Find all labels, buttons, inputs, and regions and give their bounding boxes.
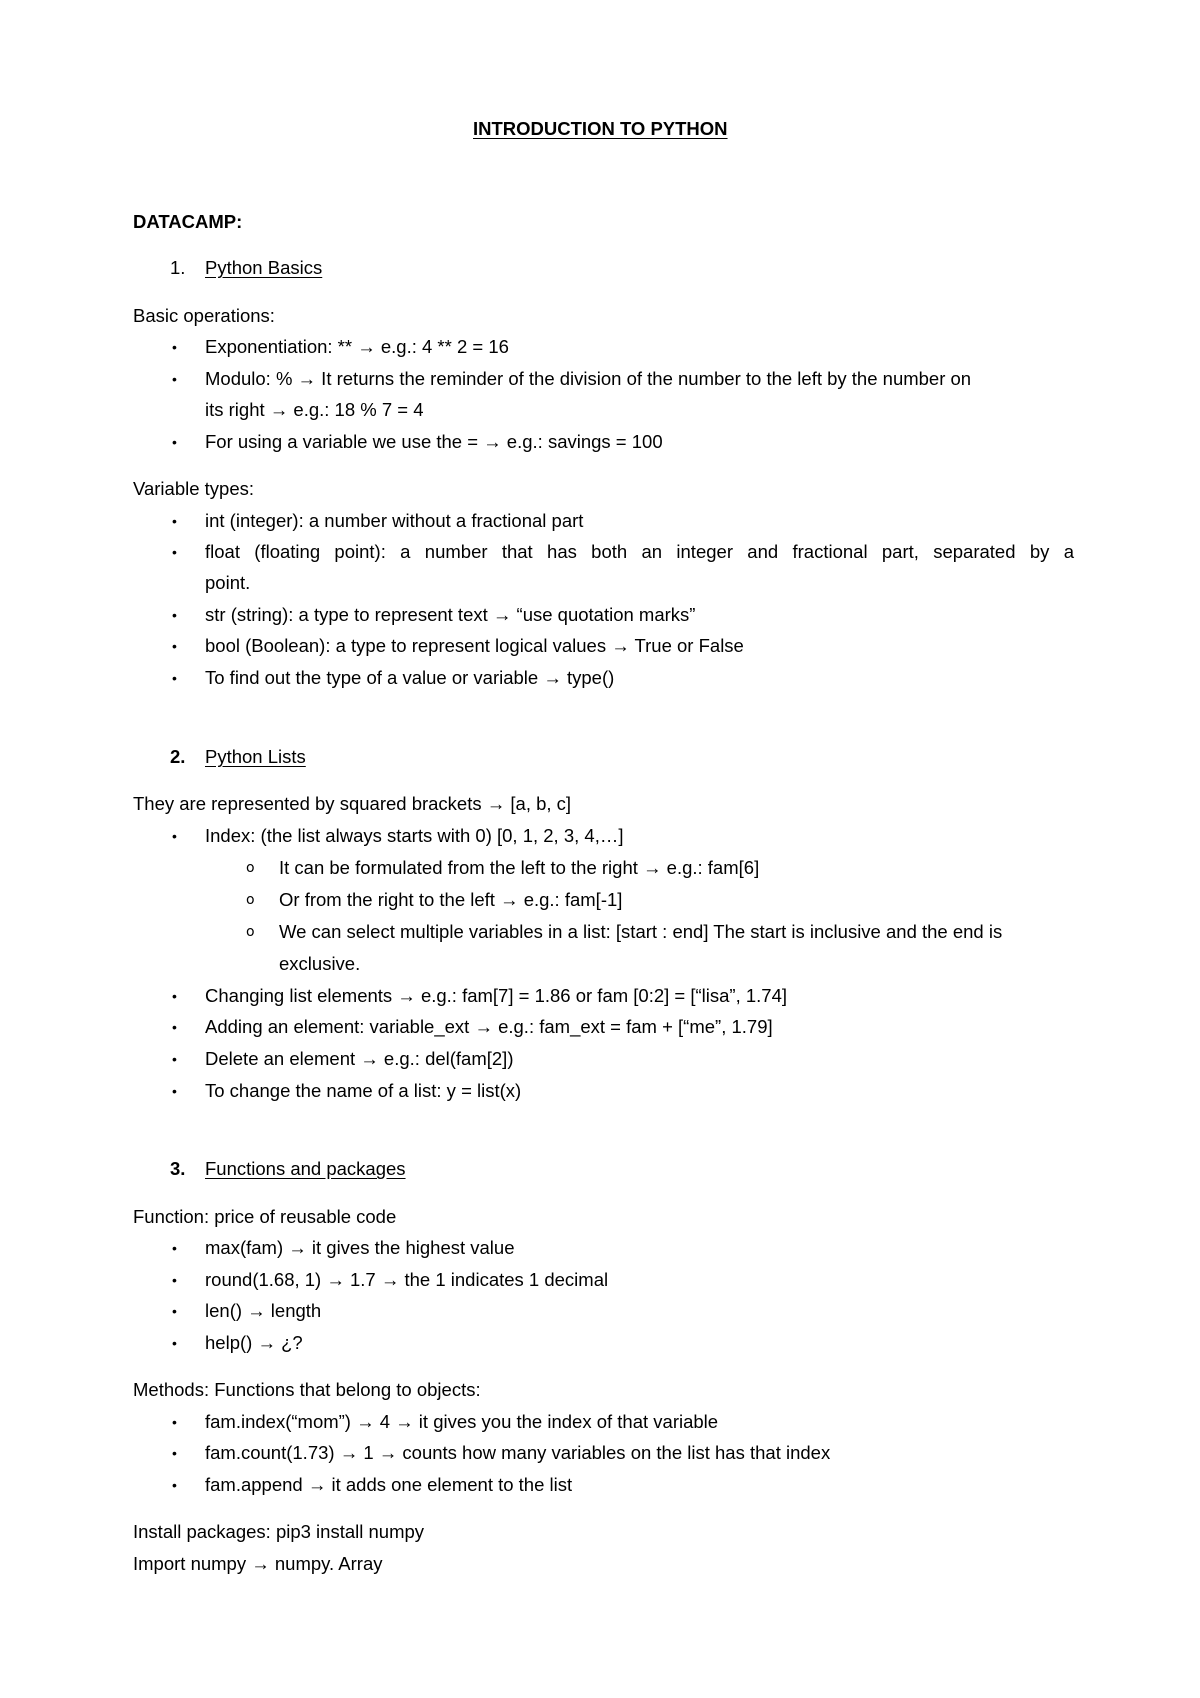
bullet-icon: • [172,828,177,844]
section-3-number: 3. [170,1158,186,1179]
bullet-icon: • [172,1272,177,1288]
list-item: To find out the type of a value or variable → type() [205,667,615,688]
list-item: For using a variable we use the = → e.g.: savings = 100 [205,431,663,452]
list-item: Delete an element → e.g.: del(fam[2]) [205,1048,514,1069]
section-2-title: Python Lists [205,746,306,767]
bullet-icon: • [172,988,177,1004]
list-item: To change the name of a list: y = list(x) [205,1080,522,1101]
sub-list-item: It can be formulated from the left to the right → e.g.: fam[6] [279,857,760,878]
list-item: Exponentiation: ** → e.g.: 4 ** 2 = 16 [205,336,509,357]
function-label: Function: price of reusable code [133,1206,397,1227]
sub-list-item: Or from the right to the left → e.g.: fam[-1] [279,889,623,910]
install-line: Install packages: pip3 install numpy [133,1521,425,1542]
list-item: max(fam) → it gives the highest value [205,1237,515,1258]
section-1-title: Python Basics [205,257,323,278]
section-2-number: 2. [170,746,186,767]
import-line: Import numpy → numpy. Array [133,1553,383,1574]
sub-bullet-icon: o [246,924,255,940]
bullet-icon: • [172,1445,177,1461]
sub-bullet-icon: o [246,892,255,908]
variable-types-label: Variable types: [133,478,254,499]
bullet-icon: • [172,544,177,560]
bullet-icon: • [172,670,177,686]
list-item: fam.append → it adds one element to the list [205,1474,573,1495]
list-item: str (string): a type to represent text → “use quotation marks” [205,604,696,625]
basic-operations-label: Basic operations: [133,305,275,326]
list-item: Adding an element: variable_ext → e.g.: fam_ext = fam + [“me”, 1.79] [205,1016,773,1037]
list-item: fam.index(“mom”) → 4 → it gives you the index of that variable [205,1411,719,1432]
methods-label: Methods: Functions that belong to objects: [133,1379,481,1400]
section-1-number: 1. [170,257,186,278]
section-3-title: Functions and packages [205,1158,406,1179]
section-heading: DATACAMP: [133,211,243,232]
bullet-icon: • [172,371,177,387]
list-item: bool (Boolean): a type to represent logical values → True or False [205,635,744,656]
list-item: len() → length [205,1300,322,1321]
list-item-continuation: its right → e.g.: 18 % 7 = 4 [205,399,424,420]
page-title: INTRODUCTION TO PYTHON [473,118,728,139]
sub-bullet-icon: o [246,860,255,876]
list-item: Index: (the list always starts with 0) [0, 1, 2, 3, 4,…] [205,825,624,846]
list-item: Changing list elements → e.g.: fam[7] = 1.86 or fam [0:2] = [“lisa”, 1.74] [205,985,788,1006]
bullet-icon: • [172,638,177,654]
sub-list-item-continuation: exclusive. [279,953,361,974]
list-item: float (floating point): a number that has both an integer and fractional part, separated by a [205,541,1074,562]
bullet-icon: • [172,339,177,355]
list-item: Modulo: % → It returns the reminder of the division of the number to the left by the number on [205,368,972,389]
list-item-continuation: point. [205,572,251,593]
bullet-icon: • [172,1051,177,1067]
list-item: int (integer): a number without a fractional part [205,510,584,531]
bullet-icon: • [172,1477,177,1493]
bullet-icon: • [172,607,177,623]
lists-intro: They are represented by squared brackets → [a, b, c] [133,793,572,814]
bullet-icon: • [172,1303,177,1319]
bullet-icon: • [172,434,177,450]
sub-list-item: We can select multiple variables in a list: [start : end] The start is inclusive and the end is [279,921,1003,942]
list-item: round(1.68, 1) → 1.7 → the 1 indicates 1 decimal [205,1269,609,1290]
bullet-icon: • [172,1240,177,1256]
bullet-icon: • [172,1414,177,1430]
list-item: help() → ¿? [205,1332,303,1353]
bullet-icon: • [172,513,177,529]
bullet-icon: • [172,1083,177,1099]
list-item: fam.count(1.73) → 1 → counts how many variables on the list has that index [205,1442,831,1463]
bullet-icon: • [172,1019,177,1035]
bullet-icon: • [172,1335,177,1351]
